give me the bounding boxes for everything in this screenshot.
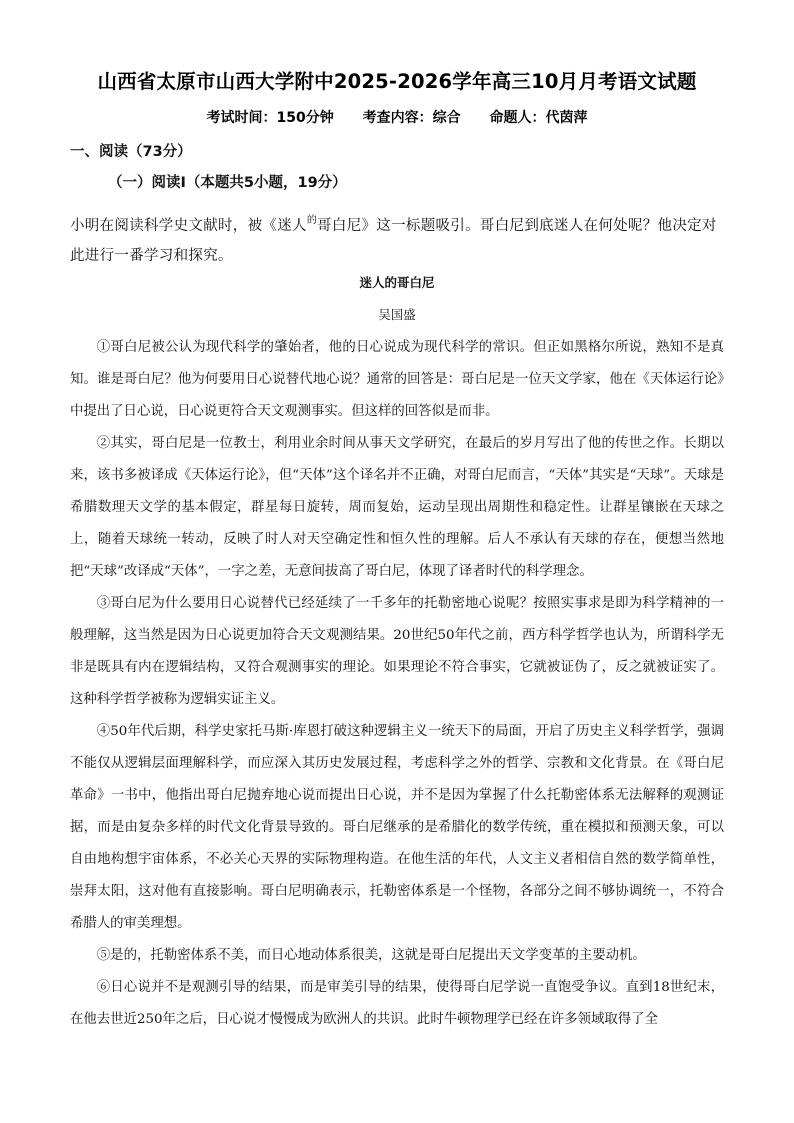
subsection-heading: （一）阅读Ⅰ（本题共5小题，19分） xyxy=(108,175,347,191)
exam-author: 命题人：代茵萍 xyxy=(489,110,588,126)
exam-meta xyxy=(0,107,794,127)
paragraph: ⑥日心说并不是观测引导的结果，而是审美引导的结果，使得哥白尼学说一直饱受争议。直到18世纪末，在他去世近250年之后，日心说才慢慢成为欧洲人的共识。此时牛顿物理学已经在许多领域取得了全 xyxy=(70,980,724,1027)
article-author: 吴国盛 xyxy=(378,307,416,322)
paragraph: ②其实，哥白尼是一位教士，利用业余时间从事天文学研究，在最后的岁月写出了他的传世之作。长期以来，该书多被译成《天体运行论》，但“天体”这个译名并不正确，对哥白尼而言，“天体”其实是“天球”。天球是希腊数理天文学的基本假定，群星每日旋转，周而复始，运动呈现出周期性和稳定性。让群星镶嵌在天球之上，随着天球统一转动，反映了时人对天空确定性和恒久性的理解。后人不承认有天球的存在，便想当然地把“天球”改译成“天体”，一字之差，无意间拔高了哥白尼，体现了译者时代的科学理念。 xyxy=(70,436,724,579)
exam-time: 考试时间：150分钟 xyxy=(206,110,334,126)
intro-before: 小明在阅读科学史文献时，被《迷人 xyxy=(70,218,307,234)
intro-after: 哥白尼》这一标题吸引。哥白尼到底迷人在何处呢？他决定对此进行一番学习和探究。 xyxy=(70,218,717,264)
exam-scope: 考查内容：综合 xyxy=(362,110,461,126)
paragraph: ⑤是的，托勒密体系不美，而日心地动体系很美，这就是哥白尼提出天文学变革的主要动机。 xyxy=(96,948,646,963)
article-title: 迷人的哥白尼 xyxy=(359,275,435,290)
intro-superscript: 的 xyxy=(306,215,318,226)
article-body xyxy=(70,332,724,1036)
paragraph: ④50年代后期，科学史家托马斯·库恩打破这种逻辑主义一统天下的局面，开启了历史主义科学哲学，强调不能仅从逻辑层面理解科学，而应深入其历史发展过程，考虑科学之外的哲学、宗教和文化背景。在《哥白尼革命》一书中，他指出哥白尼抛弃地心说而提出日心说，并不是因为掌握了什么托勒密体系无法解释的观测证据，而是由复杂多样的时代文化背景导致的。哥白尼继承的是希腊化的数学传统，重在模拟和预测天象，可以自由地构想宇宙体系，不必关心天界的实际物理构造。在他生活的年代，人文主义者相信自然的数学简单性，崇拜太阳，这对他有直接影响。哥白尼明确表示，托勒密体系是一个怪物，各部分之间不够协调统一，不符合希腊人的审美理想。 xyxy=(70,724,724,931)
paragraph: ①哥白尼被公认为现代科学的肇始者，他的日心说成为现代科学的常识。但正如黑格尔所说，熟知不是真知。谁是哥白尼？他为何要用日心说替代地心说？通常的回答是：哥白尼是一位天文学家，他在《天体运行论》中提出了日心说，日心说更符合天文观测事实。但这样的回答似是而非。 xyxy=(70,340,724,419)
paragraph: ③哥白尼为什么要用日心说替代已经延续了一千多年的托勒密地心说呢？按照实事求是即为科学精神的一般理解，这当然是因为日心说更加符合天文观测结果。20世纪50年代之前，西方科学哲学也认为，所谓科学无非是既具有内在逻辑结构，又符合观测事实的理论。如果理论不符合事实，它就被证伪了，反之就被证实了。这种科学哲学被称为逻辑实证主义。 xyxy=(70,596,724,707)
section-heading: 一、阅读（73分） xyxy=(70,144,192,160)
page-title: 山西省太原市山西大学附中2025-2026学年高三10月月考语文试题 xyxy=(97,70,697,93)
intro-text xyxy=(70,206,724,271)
